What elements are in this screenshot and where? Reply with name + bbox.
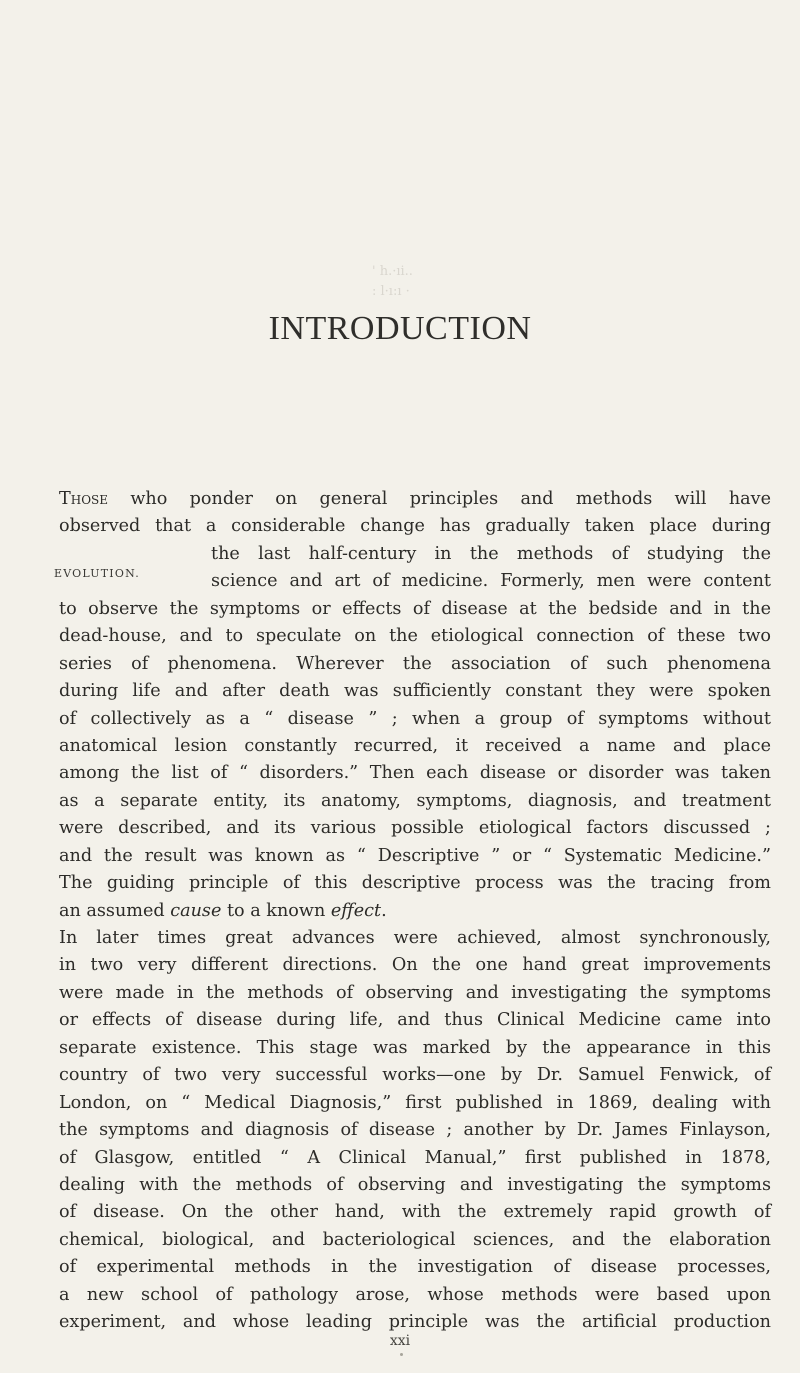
- text-line: an assumed cause to a known effect.: [59, 900, 387, 921]
- text-line: as a separate entity, its anatomy, symptoms, diagnosis, and treatment: [59, 790, 771, 811]
- text-line: the last half-century in the methods of studying the: [211, 543, 771, 564]
- text-line: separate existence. This stage was marked by the appearance in this: [59, 1037, 771, 1058]
- text-line: Those who ponder on general principles and methods will have: [59, 489, 771, 509]
- text-line: to observe the symptoms or effects of disease at the bedside and in the: [59, 598, 771, 619]
- text-line: chemical, biological, and bacteriological sciences, and the elaboration: [59, 1229, 771, 1250]
- text-line: among the list of “ disorders.” Then each disease or disorder was taken: [59, 763, 771, 784]
- text-line: experiment, and whose leading principle was the artificial production: [59, 1312, 771, 1333]
- text-line: dealing with the methods of observing and investigating the symptoms: [59, 1174, 771, 1195]
- text-line: In later times great advances were achieved, almost synchronously,: [59, 928, 771, 948]
- text-line: country of two very successful works—one by Dr. Samuel Fenwick, of: [59, 1065, 771, 1086]
- text-line: were made in the methods of observing and investigating the symptoms: [59, 982, 771, 1003]
- text-line: and the result was known as “ Descriptive ” or “ Systematic Medicine.”: [59, 845, 771, 866]
- text-line: the symptoms and diagnosis of disease ; another by Dr. James Finlayson,: [59, 1120, 771, 1141]
- text-line: science and art of medicine. Formerly, men were content: [211, 571, 771, 592]
- text-line: during life and after death was sufficiently constant they were spoken: [59, 681, 771, 702]
- text-line: a new school of pathology arose, whose methods were based upon: [59, 1284, 771, 1305]
- page-number: xxi: [389, 1333, 411, 1349]
- text-line: of collectively as a “ disease ” ; when a group of symptoms without: [59, 708, 771, 729]
- bleed-through-marks: ' h.·ıi.. : l·ı:ı ·: [372, 264, 413, 299]
- text-line: observed that a considerable change has gradually taken place during: [59, 516, 771, 537]
- text-line: series of phenomena. Wherever the association of such phenomena: [59, 653, 771, 674]
- paper-speck: [400, 1353, 403, 1356]
- marginal-note: EVOLUTION.: [54, 567, 140, 580]
- text-line: of experimental methods in the investigation of disease processes,: [59, 1257, 771, 1278]
- text-line: in two very different directions. On the one hand great improvements: [59, 955, 771, 976]
- emphasis-effect: effect: [330, 900, 382, 921]
- text-line: of disease. On the other hand, with the extremely rapid growth of: [59, 1202, 771, 1223]
- paragraph-2: [59, 925, 771, 1337]
- text-line: anatomical lesion constantly recurred, it received a name and place: [59, 735, 771, 756]
- text-line: London, on “ Medical Diagnosis,” first published in 1869, dealing with: [59, 1092, 771, 1113]
- text-line: were described, and its various possible etiological factors discussed ;: [59, 818, 771, 839]
- lead-word: Those: [59, 489, 109, 509]
- paragraph-1: [59, 486, 771, 925]
- text-line: or effects of disease during life, and thus Clinical Medicine came into: [59, 1010, 771, 1031]
- text-line: The guiding principle of this descriptive process was the tracing from: [59, 873, 771, 894]
- emphasis-cause: cause: [170, 900, 222, 921]
- text-line: of Glasgow, entitled “ A Clinical Manual,” first published in 1878,: [59, 1147, 771, 1168]
- text-line: dead-house, and to speculate on the etiological connection of these two: [59, 626, 771, 647]
- chapter-title: INTRODUCTION: [268, 310, 532, 347]
